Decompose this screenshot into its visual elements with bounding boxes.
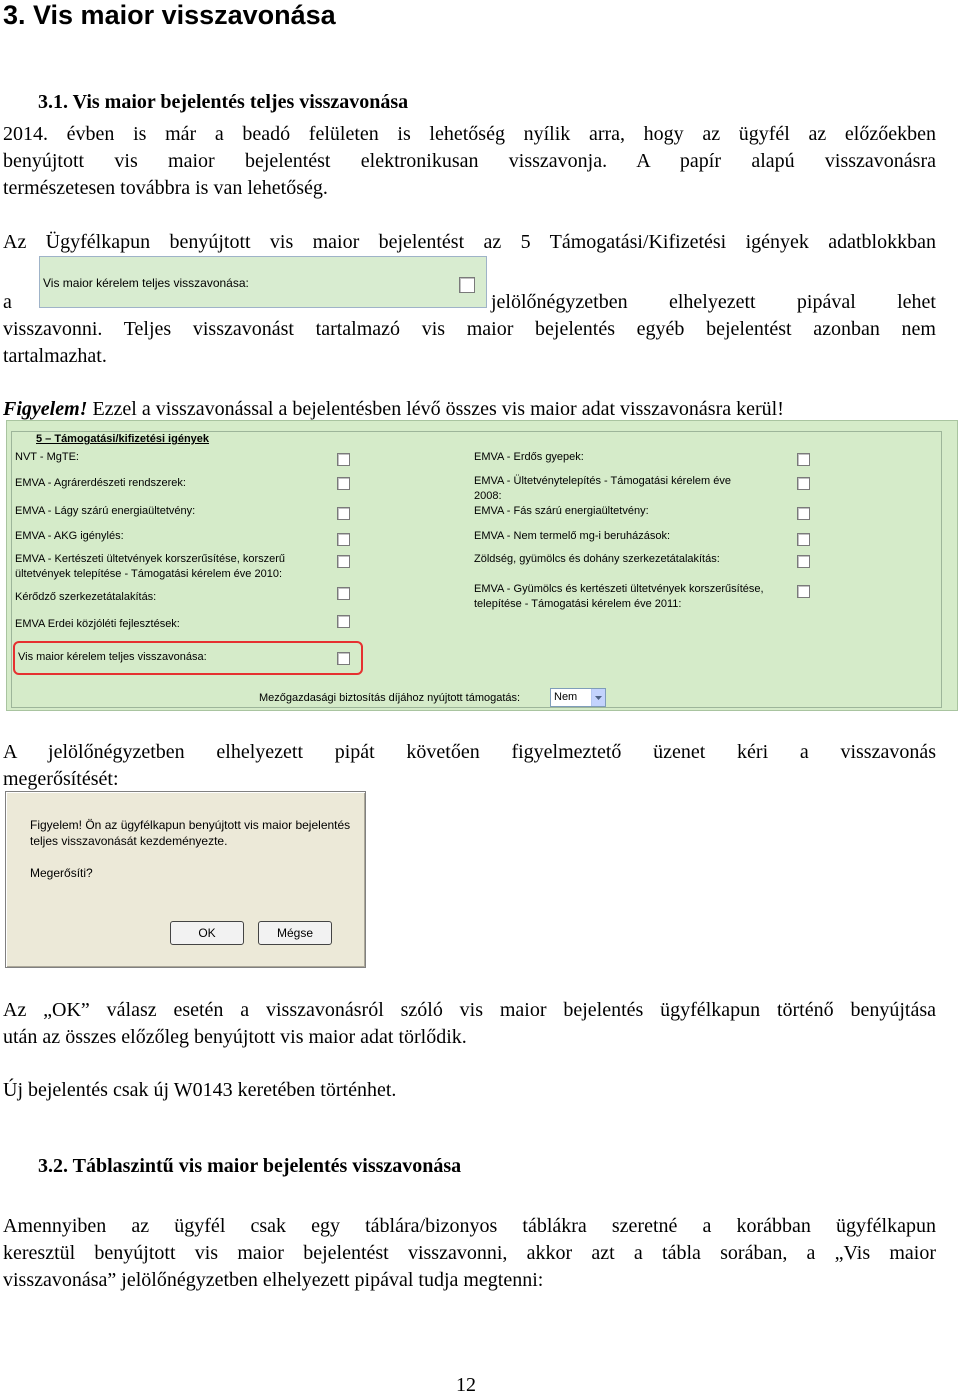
claim-label-nvt: NVT - MgTE: xyxy=(15,451,79,463)
claim-checkbox-nonproductive[interactable] xyxy=(797,533,810,546)
claim-label-woody-energy: EMVA - Fás szárú energiaültetvény: xyxy=(474,505,649,517)
page-number: 12 xyxy=(456,1374,476,1396)
claim-label-softwood-energy: EMVA - Lágy szárú energiaültetvény: xyxy=(15,505,196,517)
insurance-support-select-value: Nem xyxy=(554,691,578,703)
paragraph-line: megerősítését: xyxy=(3,768,119,790)
warning-text xyxy=(3,396,784,423)
claim-label-vis-maior-withdraw: Vis maior kérelem teljes visszavonása: xyxy=(18,651,207,663)
paragraph-line: tartalmazhat. xyxy=(3,345,107,367)
paragraph-line: Az Ügyfélkapun benyújtott vis maior bejelentést az 5 Támogatási/Kifizetési igények adatblokkban xyxy=(3,231,936,253)
claim-label-forest-grassland: EMVA - Erdős gyepek: xyxy=(474,451,584,463)
claim-checkbox-forest-welfare[interactable] xyxy=(337,615,350,628)
ok-button[interactable]: OK xyxy=(170,921,244,945)
confirm-dialog xyxy=(5,791,366,968)
insurance-support-select[interactable] xyxy=(550,688,606,707)
paragraph-line: Az „OK” válasz esetén a visszavonásról szóló vis maior bejelentés ügyfélkapun történő benyújtása xyxy=(3,999,936,1021)
section-title-3-1: 3.1. Vis maior bejelentés teljes visszavonása xyxy=(38,91,409,113)
claim-checkbox-nvt[interactable] xyxy=(337,453,350,466)
claim-label-forest-welfare: EMVA Erdei közjóléti fejlesztések: xyxy=(15,618,180,630)
paragraph-line: 2014. évben is már a beadó felületen is lehetőség nyílik arra, hogy az ügyfél az előzőekben xyxy=(3,123,936,145)
dialog-message-line: Figyelem! Ön az ügyfélkapun benyújtott vis maior bejelentés xyxy=(30,818,351,832)
cancel-button[interactable]: Mégse xyxy=(258,921,332,945)
claim-checkbox-forest-grassland[interactable] xyxy=(797,453,810,466)
page-heading: 3. Vis maior visszavonása xyxy=(3,0,336,30)
paragraph-line: visszavonni. Teljes visszavonást tartalmazó vis maior bejelentés egyéb bejelentést azonban nem xyxy=(3,318,936,340)
paragraph-word: a xyxy=(3,291,12,313)
claim-label-horticulture-2: ültetvények telepítése - Támogatási kérelem éve 2010: xyxy=(15,568,283,580)
paragraph-line: jelölőnégyzetben elhelyezett pipával lehet xyxy=(491,291,936,313)
insurance-support-label: Mezőgazdasági biztosítás díjához nyújtott támogatás: xyxy=(259,692,521,704)
paragraph-line: benyújtott vis maior bejelentést elektronikusan visszavonja. A papír alapú visszavonásra xyxy=(3,150,936,172)
claim-label-nonproductive: EMVA - Nem termelő mg-i beruházások: xyxy=(474,530,671,542)
warning-message: Ezzel a visszavonással a bejelentésben lévő összes vis maior adat visszavonásra kerül! xyxy=(87,398,784,420)
claim-label-agroforestry: EMVA - Agrárerdészeti rendszerek: xyxy=(15,477,186,489)
claim-checkbox-softwood-energy[interactable] xyxy=(337,507,350,520)
claim-label-akg: EMVA - AKG igénylés: xyxy=(15,530,124,542)
paragraph-line: visszavonása” jelölőnégyzetben elhelyezett pipával tudja megtenni: xyxy=(3,1269,544,1291)
claim-checkbox-vegetable-fruit[interactable] xyxy=(797,555,810,568)
claim-label-fruit-horticulture-1: EMVA - Gyümölcs és kertészeti ültetvények korszerűsítése, xyxy=(474,583,764,595)
claim-label-horticulture-1: EMVA - Kertészeti ültetvények korszerűsítése, korszerű xyxy=(15,553,286,565)
paragraph-line: A jelölőnégyzetben elhelyezett pipát követően figyelmeztető üzenet kéri a visszavonás xyxy=(3,741,936,763)
paragraph-line: Új bejelentés csak új W0143 keretében történhet. xyxy=(3,1079,397,1101)
dialog-question: Megerősíti? xyxy=(30,866,93,880)
panel-legend: 5 – Támogatási/kifizetési igények xyxy=(33,433,212,445)
paragraph-line: után az összes előzőleg benyújtott vis maior adat törlődik. xyxy=(3,1026,467,1048)
claim-label-ruminant: Kérődző szerkezetátalakítás: xyxy=(15,591,157,603)
claim-checkbox-woody-energy[interactable] xyxy=(797,507,810,520)
claim-checkbox-vis-maior-withdraw[interactable] xyxy=(337,652,350,665)
paragraph-line: természetesen továbbra is van lehetőség. xyxy=(3,177,328,199)
section-title-3-2: 3.2. Táblaszintű vis maior bejelentés visszavonása xyxy=(38,1155,462,1177)
claim-checkbox-fruit-horticulture[interactable] xyxy=(797,585,810,598)
claim-label-vegetable-fruit: Zöldség, gyümölcs és dohány szerkezetátalakítás: xyxy=(474,553,720,565)
claim-checkbox-horticulture[interactable] xyxy=(337,555,350,568)
support-claims-panel xyxy=(6,420,958,711)
claim-checkbox-agroforestry[interactable] xyxy=(337,477,350,490)
inline-checkbox-screenshot xyxy=(39,256,487,308)
claim-checkbox-akg[interactable] xyxy=(337,533,350,546)
claim-label-plantation-2: 2008: xyxy=(474,490,502,502)
inline-checkbox[interactable] xyxy=(459,277,475,293)
claim-label-fruit-horticulture-2: telepítése - Támogatási kérelem éve 2011: xyxy=(474,598,682,610)
inline-checkbox-label: Vis maior kérelem teljes visszavonása: xyxy=(43,276,249,290)
claim-checkbox-ruminant[interactable] xyxy=(337,587,350,600)
paragraph-line: Amennyiben az ügyfél csak egy táblára/bizonyos táblákra szeretné a korábban ügyfélkapun xyxy=(3,1215,936,1237)
claim-checkbox-plantation[interactable] xyxy=(797,477,810,490)
claim-label-plantation-1: EMVA - Ültetvénytelepítés - Támogatási kérelem éve xyxy=(474,475,731,487)
chevron-down-icon[interactable] xyxy=(591,689,605,706)
dialog-message-line: teljes visszavonását kezdeményezte. xyxy=(30,834,228,848)
warning-emphasis: Figyelem! xyxy=(3,398,88,420)
paragraph-line: keresztül benyújtott vis maior bejelentést visszavonni, akkor azt a tábla sorában, a „Vis maior xyxy=(3,1242,936,1264)
